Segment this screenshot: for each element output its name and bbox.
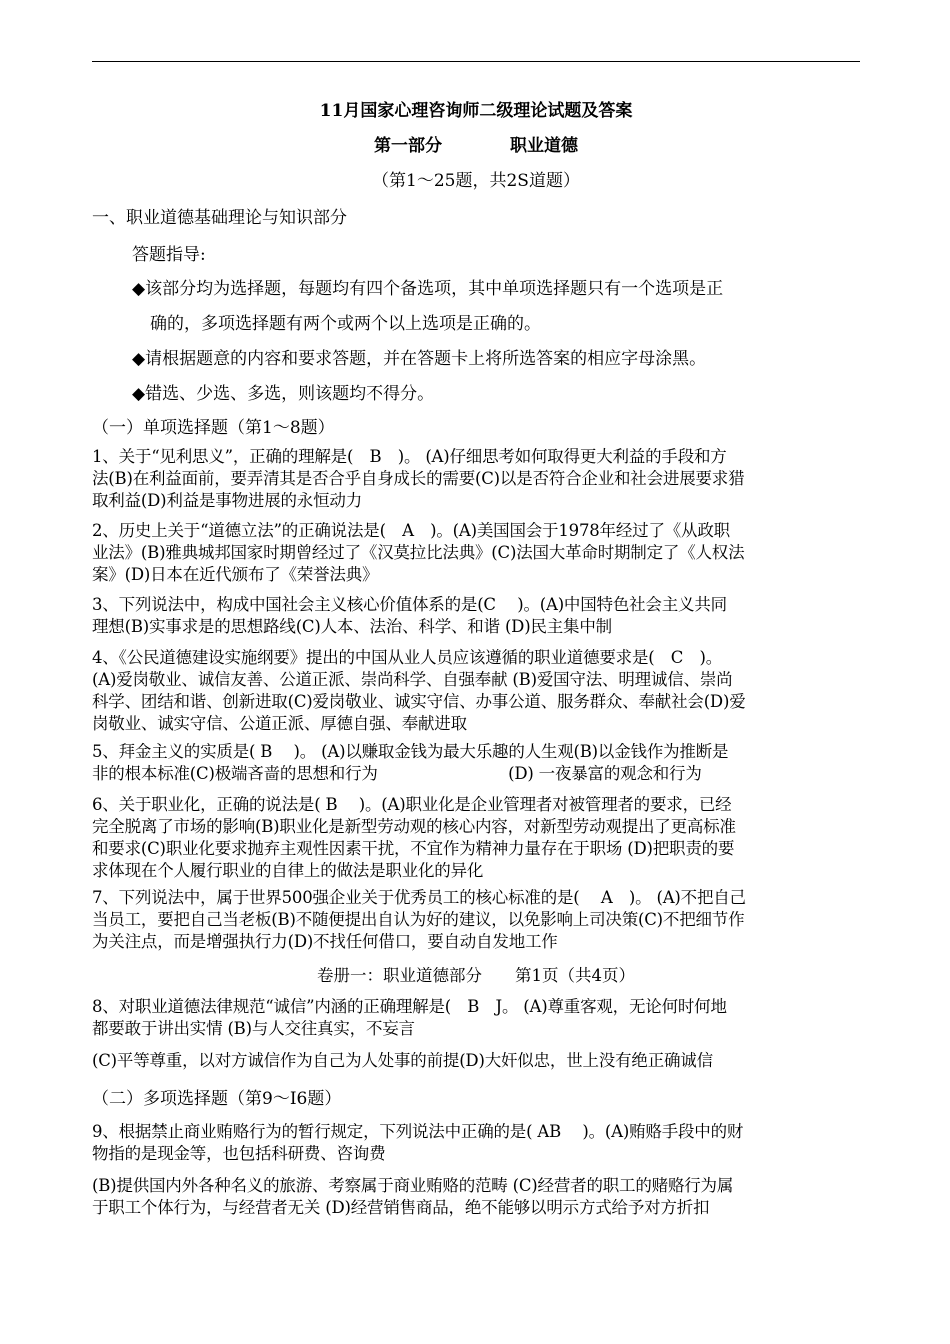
guide-bullet-1a: ◆该部分均为选择题，每题均有四个备选项，其中单项选择题只有一个选项是正 (132, 279, 724, 299)
question-line: 1、关于“见利思义”，正确的理解是( B )。 (A)仔细思考如何取得更大利益的手段和方 (92, 447, 727, 466)
question-line: 为关注点，而是增强执行力(D)不找任何借口，要自动自发地工作 (92, 932, 558, 951)
question-line: 取利益(D)利益是事物进展的永恒动力 (92, 491, 363, 510)
guide-bullet-2: ◆请根据题意的内容和要求答题，并在答题卡上将所选答案的相应字母涂黑。 (132, 349, 707, 369)
question-line: 9、根据禁止商业贿赂行为的暂行规定，下列说法中正确的是( AB )。(A)贿赂手段中的财 (92, 1122, 744, 1141)
question-line: 4、《公民道德建设实施纲要》提出的中国从业人员应该遵循的职业道德要求是( C )。 (92, 648, 723, 667)
question-line: 科学、团结和谐、创新进取(C)爱岗敬业、诚实守信、办事公道、服务群众、奉献社会(D)爱 (92, 692, 746, 711)
question-line: 都要敢于讲出实情 (B)与人交往真实，不妄言 (92, 1019, 415, 1038)
guide-bullet-1b: 确的，多项选择题有两个或两个以上选项是正确的。 (150, 314, 541, 334)
question-line: 当员工，要把自己当老板(B)不随便提出自认为好的建议，以免影响上司决策(C)不把细节作 (92, 910, 745, 929)
question-line: 于职工个体行为，与经营者无关 (D)经营销售商品，绝不能够以明示方式给予对方折扣 (92, 1198, 710, 1217)
question-4 (92, 647, 860, 735)
question-5 (92, 741, 860, 785)
question-line: 2、历史上关于“道德立法”的正确说法是( A )。(A)美国国会于1978年经过了《从政职 (92, 521, 730, 540)
question-line: 岗敬业、诚实守信、公道正派、厚德自强、奉献进取 (92, 714, 467, 733)
part1-heading: （一）单项选择题（第1～8题） (92, 418, 335, 438)
page-footer: 卷册一：职业道德部分 第1页（共4页） (317, 966, 635, 985)
question-line: 7、下列说法中，属于世界500强企业关于优秀员工的核心标准的是( A )。 (A)不把自己 (92, 888, 746, 907)
question-line: (B)提供国内外各种名义的旅游、考察属于商业贿赂的范畴 (C)经营者的职工的赌赂行为属 (92, 1176, 734, 1195)
question-line: 6、关于职业化，正确的说法是( B )。(A)职业化是企业管理者对被管理者的要求，已经 (92, 795, 732, 814)
guide-label: 答题指导: (132, 245, 206, 265)
question-line: 完全脱离了市场的影响(B)职业化是新型劳动观的核心内容，对新型劳动观提出了更高标准 (92, 817, 736, 836)
question-line: 8、对职业道德法律规范“诚信”内涵的正确理解是( B J。 (A)尊重客观，无论何时何地 (92, 997, 727, 1016)
question-line: (A)爱岗敬业、诚信友善、公道正派、崇尚科学、自强奉献 (B)爱国守法、明理诚信、崇尚 (92, 670, 733, 689)
question-line: 业法》(B)雅典城邦国家时期曾经过了《汉莫拉比法典》(C)法国大革命时期制定了《人权法 (92, 543, 745, 562)
question-line: (C)平等尊重，以对方诚信作为自己为人处事的前提(D)大奸似忠，世上没有绝正确诚信 (92, 1051, 713, 1070)
part-title: 第一部分 职业道德 (374, 136, 578, 156)
question-6 (92, 794, 860, 882)
question-line: 理想(B)实事求是的思想路线(C)人本、法治、科学、和谐 (D)民主集中制 (92, 617, 612, 636)
header-rule (92, 61, 860, 62)
question-1 (92, 446, 860, 512)
question-line: 求体现在个人履行职业的自律上的做法是职业化的异化 (92, 861, 484, 880)
part2-heading: （二）多项选择题（第9～I6题） (92, 1089, 342, 1109)
question-line: 法(B)在利益面前，要弄清其是否合乎自身成长的需要(C)以是否符合企业和社会进展要求猎 (92, 469, 745, 488)
question-line: 案》(D)日本在近代颁布了《荣誉法典》 (92, 565, 379, 584)
question-line: 和要求(C)职业化要求抛弃主观性因素干扰，不宜作为精神力量存在于职场 (D)把职责的要 (92, 839, 735, 858)
question-8-continuation (92, 1050, 860, 1072)
document-title: 11月国家心理咨询师二级理论试题及答案 (319, 101, 633, 121)
section-heading: 一、职业道德基础理论与知识部分 (92, 208, 347, 228)
guide-bullet-3: ◆错选、少选、多选，则该题均不得分。 (132, 384, 435, 404)
question-line: 5、拜金主义的实质是( B )。 (A)以赚取金钱为最大乐趣的人生观(B)以金钱作为推断是 (92, 742, 729, 761)
question-line: 物指的是现金等，也包括科研费、咨询费 (92, 1144, 386, 1163)
question-line: 非的根本标准(C)极端吝啬的思想和行为 (D) 一夜暴富的观念和行为 (92, 764, 702, 783)
question-2 (92, 520, 860, 586)
question-7 (92, 887, 860, 953)
question-line: 3、下列说法中，构成中国社会主义核心价值体系的是(C )。(A)中国特色社会主义共同 (92, 595, 727, 614)
question-range: （第1～25题，共2S道题） (372, 171, 580, 191)
question-3 (92, 594, 860, 638)
question-8 (92, 996, 860, 1040)
question-9 (92, 1121, 860, 1165)
question-9-continuation (92, 1175, 860, 1219)
